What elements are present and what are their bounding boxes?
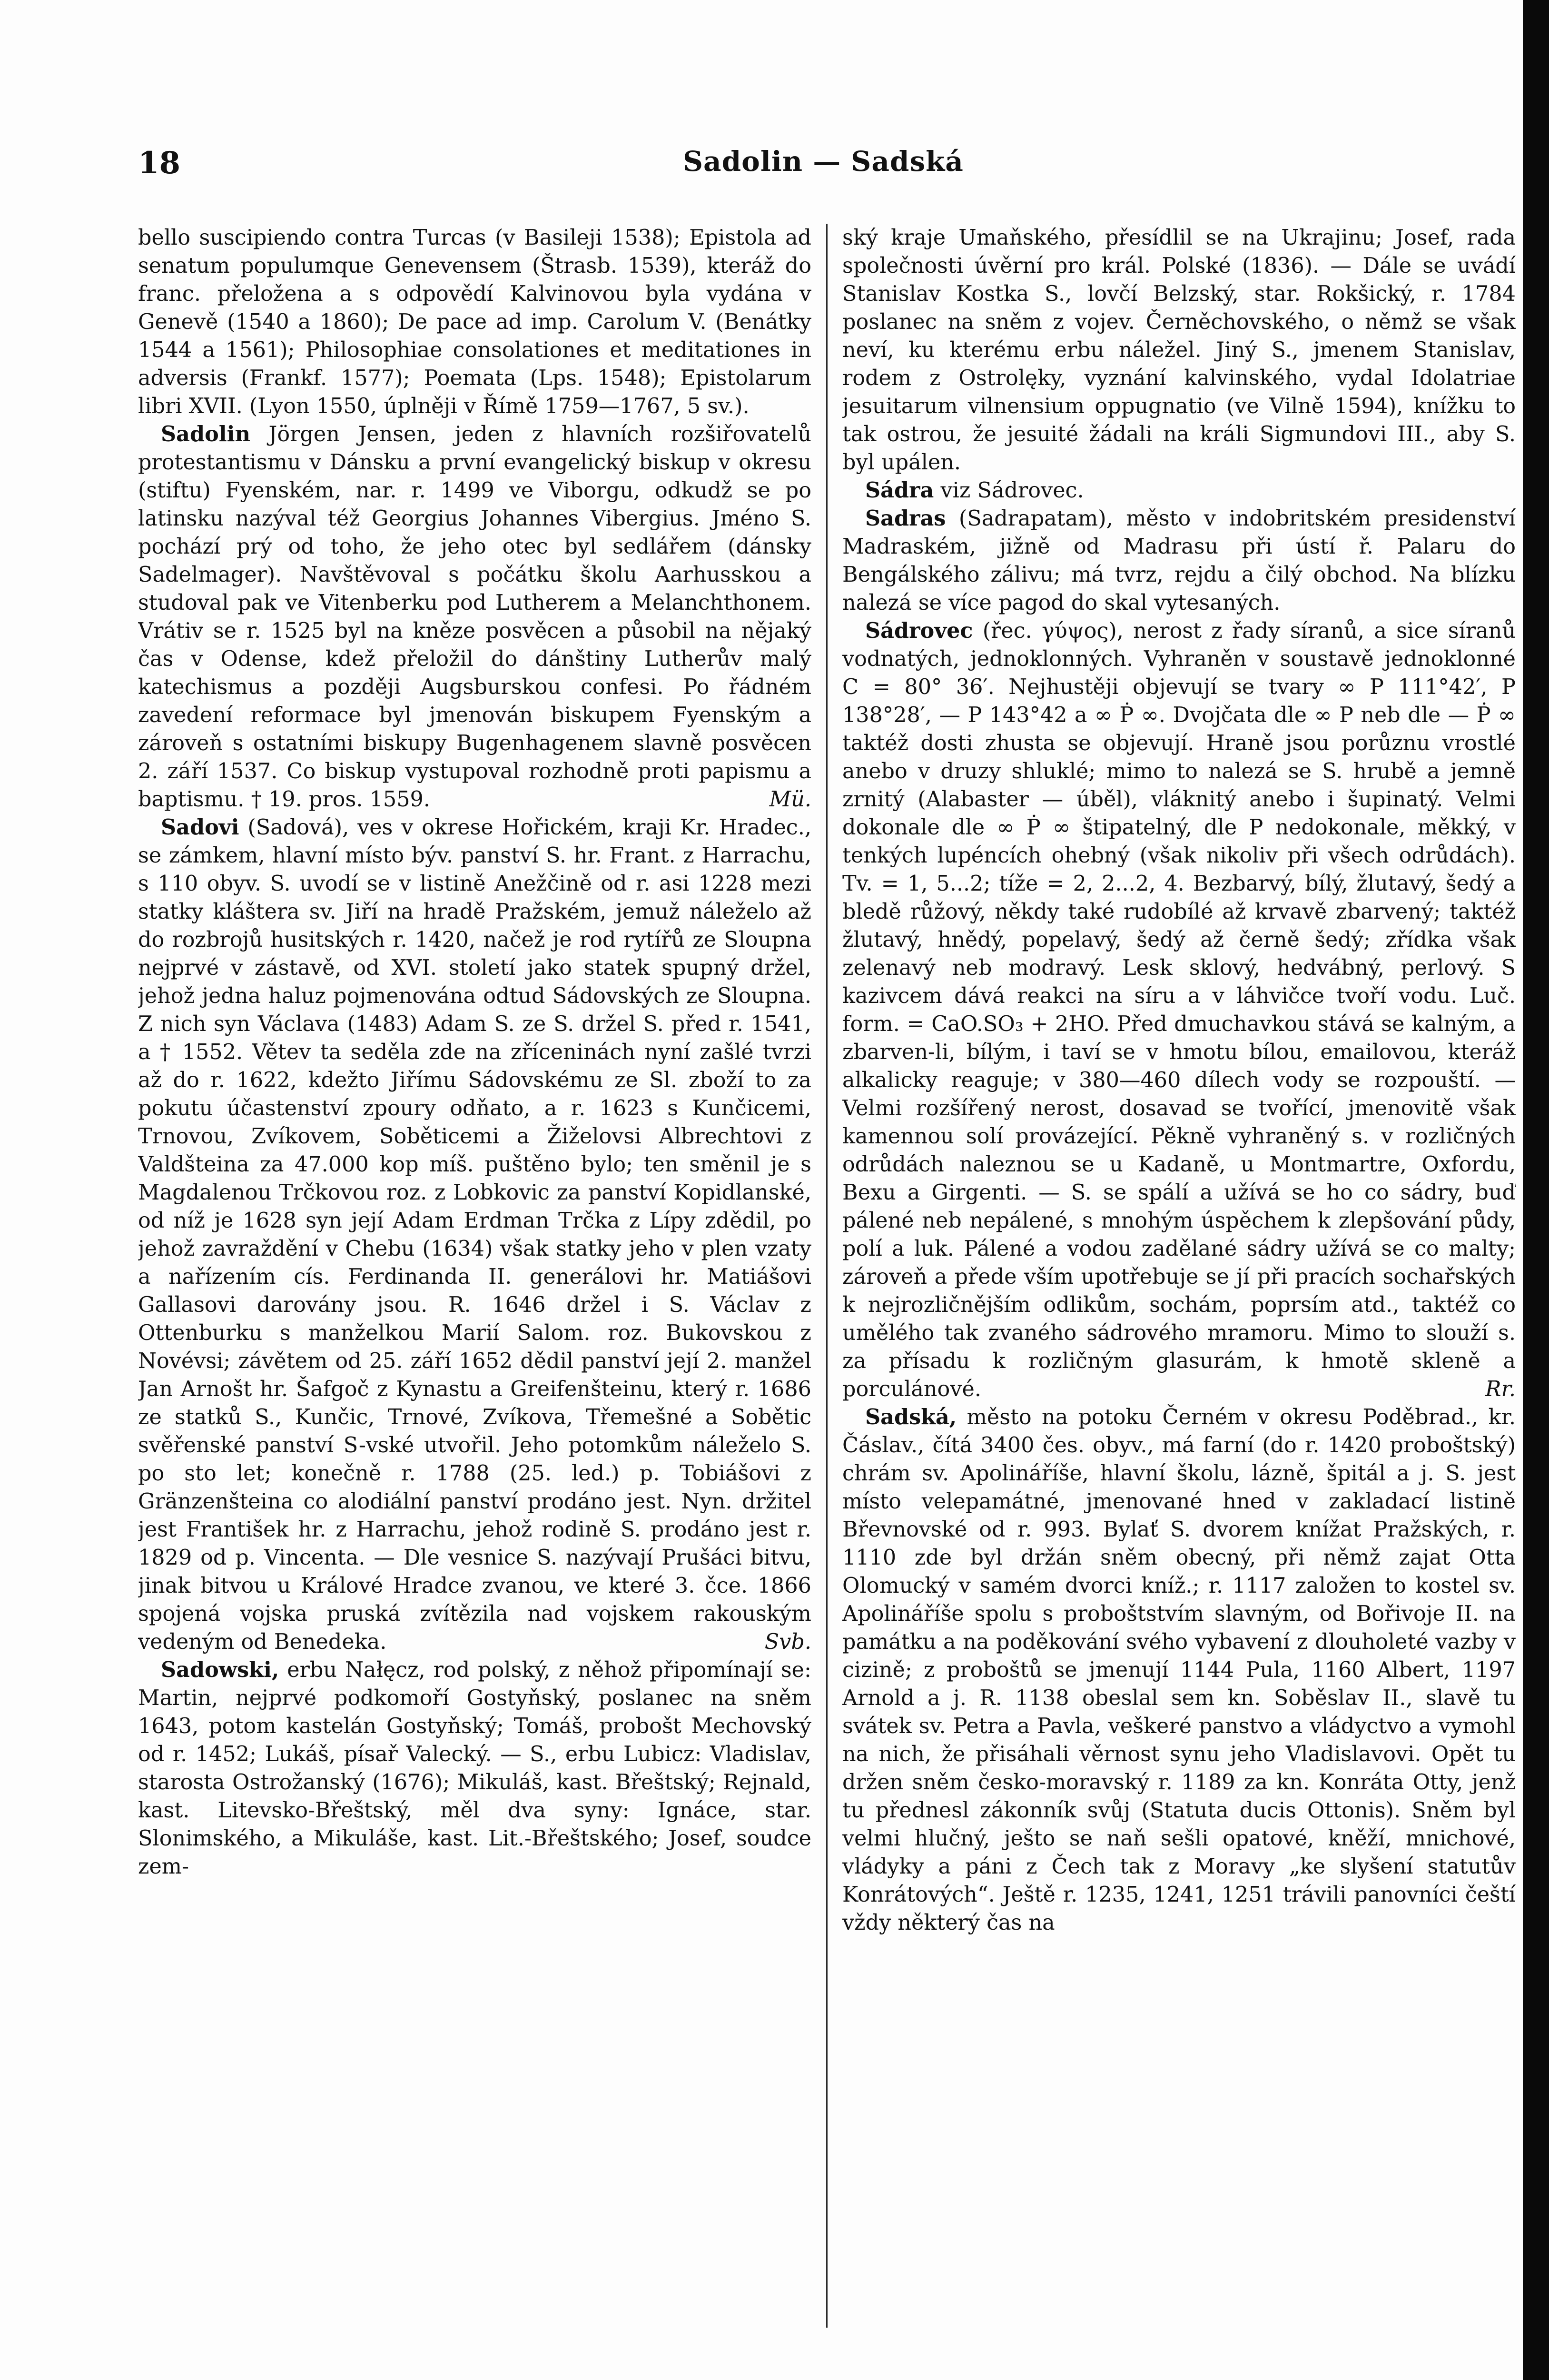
entry-text: ský kraje Umaňského, přesídlil se na Ukrajinu; Josef, rada společnosti úvěrní pro král. Polské (1836). — Dále se uvádí Stanislav Kostka S., lovčí Belzský, star. Rokšický, r. 1784 poslanec na sněm z vojev. Černěchovského, o němž se však neví, ku kterému erbu náležel. Jiný S., jmenem Stanislav, rodem z Ostrolęky, vyznání kalvinského, vydal Idolatriae jesuitarum vilnensium oppugnatio (ve Vilně 1594), knížku to tak ostrou, že jesuité žádali na králi Sigmundovi III., aby S. byl upálen.	[842, 226, 1516, 475]
entry-sadolin	[138, 420, 811, 813]
entry-sadra	[842, 476, 1516, 505]
entry-text: Jörgen Jensen, jeden z hlavních rozšiřovatelů protestantismu v Dánsku a první evangelický biskup v okresu (stiftu) Fyenském, nar. r. 1499 ve Viborgu, odkudž se po latinsku nazýval též Georgius Johannes Vibergius. Jméno S. pochází prý od toho, že jeho otec byl sedlářem (dánsky Sadelmager). Navštěvoval s počátku školu Aarhusskou a studoval pak ve Vitenberku pod Lutherem a Melanchthonem. Vrátiv se r. 1525 byl na kněze posvěcen a působil na nějaký čas v Odense, kdež přeložil do dánštiny Lutherův malý katechismus a později Augsburskou confesi. Po řádném zavedení reformace byl jmenován biskupem Fyenským a zároveň s ostatními biskupy Bugenhagenem slavně posvěcen 2. září 1537. Co biskup vystupoval rozhodně proti papismu a baptismu. † 19. pros. 1559.	[138, 422, 811, 812]
entry-text: bello suscipiendo contra Turcas (v Basileji 1538); Epistola ad senatum populumque Genevensem (Štrasb. 1539), kteráž do franc. přeložena a s odpovědí Kalvinovou byla vydána v Genevě (1540 a 1860); De pace ad imp. Carolum V. (Benátky 1544 a 1561); Philosophiae consolationes et meditationes in adversis (Frankf. 1577); Poemata (Lps. 1548); Epistolarum libri XVII. (Lyon 1550, úplněji v Římě 1759—1767, 5 sv.).	[138, 226, 811, 418]
entry-sadowski	[138, 1656, 811, 1881]
page-number: 18	[138, 145, 181, 181]
author-signature: Mü.	[769, 787, 811, 812]
author-signature: Svb.	[764, 1630, 811, 1654]
scan-edge	[1523, 0, 1549, 2380]
entry-sadovi	[138, 813, 811, 1656]
entry-lemma: Sadská,	[865, 1405, 957, 1429]
column-divider	[826, 224, 828, 2328]
entry-lemma: Sadowski,	[161, 1657, 279, 1682]
author-signature: Rr.	[1485, 1377, 1516, 1401]
entry-text: (Sadrapatam), město v indobritském presidenství Madraském, jižně od Madrasu při ústí ř. Palaru do Bengálského zálivu; má tvrz, rejdu a čilý obchod. Na blízku nalezá se více pagod do skal vytesaných.	[842, 506, 1516, 615]
entry-text: erbu Nałęcz, rod polský, z něhož připomínají se: Martin, nejprvé podkomoří Gostyňský, poslanec na sněm 1643, potom kastelán Gostyňský; Tomáš, probošt Mechovský od r. 1452; Lukáš, písař Valecký. — S., erbu Lubicz: Vladislav, starosta Ostrožanský (1676); Mikuláš, kast. Břeštský; Rejnald, kast. Litevsko-Břeštský, měl dva syny: Ignáce, star. Slonimského, a Mikuláše, kast. Lit.-Břeštského; Josef, soudce zem-	[138, 1658, 811, 1879]
entry-text: (Sadová), ves v okrese Hořickém, kraji Kr. Hradec., se zámkem, hlavní místo býv. panství S. hr. Frant. z Harrachu, s 110 obyv. S. uvodí se v listině Anežčině od r. asi 1228 mezi statky kláštera sv. Jiří na hradě Pražském, jemuž náleželo až do rozbrojů husitských r. 1420, načež je rod rytířů ze Sloupna nejprvé v zástavě, od XVI. století jako statek spupný držel, jehož jedna haluz pojmenována odtud Sádovských ze Sloupna. Z nich syn Václava (1483) Adam S. ze S. držel S. před r. 1541, a † 1552. Větev ta seděla zde na zříceninách nyní zašlé tvrzi až do r. 1622, kdežto Jiřímu Sádovskému ze Sl. zboží to za pokutu účastenství zpoury odňato, a r. 1623 s Kunčicemi, Trnovou, Zvíkovem, Soběticemi a Žiželovsi Albrechtovi z Valdšteina za 47.000 kop míš. puštěno bylo; ten směnil je s Magdalenou Trčkovou roz. z Lobkovic za panství Kopidlanské, od níž je 1628 syn její Adam Erdman Trčka z Lípy zdědil, po jehož zavraždění v Chebu (1634) však statky jeho v plen vzaty a nařízením cís. Ferdinanda II. generálovi hr. Matiášovi Gallasovi darovány jsou. R. 1646 držel i S. Václav z Ottenburku s manželkou Marií Salom. roz. Bukovskou z Novévsi; závětem od 25. září 1652 dědil panství její 2. manžel Jan Arnošt hr. Šafgoč z Kynastu a Greifenšteinu, který r. 1686 ze statků S., Kunčic, Trnové, Zvíkova, Třemešné a Sobětic svěřenské panství S-vské utvořil. Jeho potomkům náleželo S. po sto let; konečně r. 1788 (25. led.) p. Tobiášovi z Gränzenšteina co alodiální panství prodáno jest. Nyn. držitel jest František hr. z Harrachu, jehož rodině S. prodáno jest r. 1829 od p. Vincenta. — Dle vesnice S. nazývají Prušáci bitvu, jinak bitvou u Králové Hradce zvanou, ve které 3. čce. 1866 spojená vojska pruská zvítězila nad vojskem rakouským vedeným od Benedeka.	[138, 815, 811, 1654]
left-column	[138, 224, 811, 2337]
entry-sadras	[842, 505, 1516, 617]
entry-lemma: Sadovi	[161, 815, 239, 840]
entry-text: viz Sádrovec.	[940, 478, 1084, 503]
page-header	[138, 145, 1509, 183]
entry-sadrovec	[842, 617, 1516, 1403]
running-head: Sadolin — Sadská	[683, 145, 964, 178]
entry-lemma: Sádra	[865, 478, 934, 503]
entry-continuation	[842, 224, 1516, 476]
entry-lemma: Sadras	[865, 506, 946, 531]
entry-sadska	[842, 1403, 1516, 1937]
entry-lemma: Sádrovec	[865, 618, 973, 643]
entry-continuation	[138, 224, 811, 420]
entry-lemma: Sadolin	[161, 422, 250, 446]
entry-text: město na potoku Černém v okresu Poděbrad., kr. Čáslav., čítá 3400 čes. obyv., má farní (do r. 1420 proboštský) chrám sv. Apolináříše, hlavní školu, lázně, špitál a j. S. jest místo velepamátné, jmenované hned v zakladací listině Břevnovské od r. 993. Bylať S. dvorem knížat Pražských, r. 1110 zde byl držán sněm obecný, při němž zajat Otta Olomucký v samém dvorci kníž.; r. 1117 založen to kostel sv. Apolináříše spolu s proboštstvím slavným, od Bořivoje II. na památku a na poděkování svého vybavení z dlouholeté vazby v cizině; z proboštů se jmenují 1144 Pula, 1160 Albert, 1197 Arnold a j. R. 1138 obeslal sem kn. Soběslav II., slavě tu svátek sv. Petra a Pavla, veškeré panstvo a vládyctvo a vymohl na nich, že přisáhali věrnost synu jeho Vladislavovi. Opět tu držen sněm česko-moravský r. 1189 za kn. Konráta Otty, jenž tu přednesl zákonník svůj (Statuta ducis Ottonis). Sněm byl velmi hlučný, ješto se naň sešli opatové, kněží, mnichové, vládyky a páni z Čech tak z Moravy „ke slyšení statutův Konrátových“. Ještě r. 1235, 1241, 1251 trávili panovníci čeští vždy některý čas na	[842, 1405, 1516, 1935]
entry-text: (řec. γύψος), nerost z řady síranů, a sice síranů vodnatých, jednoklonných. Vyhraněn v soustavě jednoklonné C = 80° 36′. Nejhustěji objevují se tvary ∞ P 111°42′, P 138°28′, — P 143°42 a ∞ Ṗ ∞. Dvojčata dle ∞ P neb dle — Ṗ ∞ taktéž dosti zhusta se objevují. Hraně jsou porůznu vrostlé anebo v druzy shluklé; mimo to nalezá se S. hrubě a jemně zrnitý (Alabaster — úběl), vláknitý anebo i šupinatý. Velmi dokonale dle ∞ Ṗ ∞ štipatelný, dle P nedokonale, měkký, v tenkých lupéncích ohebný (však nikoliv při všech odrůdách). Tv. = 1, 5...2; tíže = 2, 2...2, 4. Bezbarvý, bílý, žlutavý, šedý a bledě růžový, někdy také rudobílé až krvavě zbarvený; taktéž žlutavý, hnědý, popelavý, šedý až černě šedý; zřídka však zelenavý neb modravý. Lesk sklový, hedvábný, perlový. S kazivcem dává reakci na síru a v láhvičce tvoří vodu. Luč. form. = CaO.SO₃ + 2HO. Před dmuchavkou stává se kalným, a zbarven-li, bílým, i taví se v hmotu bílou, emailovou, kteráž alkalicky reaguje; v 380—460 dílech vody se rozpouští. — Velmi rozšířený nerost, dosavad se tvořící, jmenovitě však kamennou solí provázející. Pěkně vyhraněný s. v rozličných odrůdách naleznou se u Kadaně, u Montmartre, Oxfordu, Bexu a Girgenti. — S. se spálí a užívá se ho co sádry, buď pálené neb nepálené, s mnohým úspěchem k zlepšování půdy, polí a luk. Pálené a vodou zadělané sádry užívá se co malty; zároveň a přede vším upotřebuje se jí při pracích sochařských k nejrozličnějším odlikům, sochám, poprsím atd., taktéž co umělého tak zvaného sádrového mramoru. Mimo to slouží s. za přísadu k rozličným glasurám, k hmotě skleně a porculánové.	[842, 619, 1516, 1401]
right-column	[842, 224, 1516, 2337]
